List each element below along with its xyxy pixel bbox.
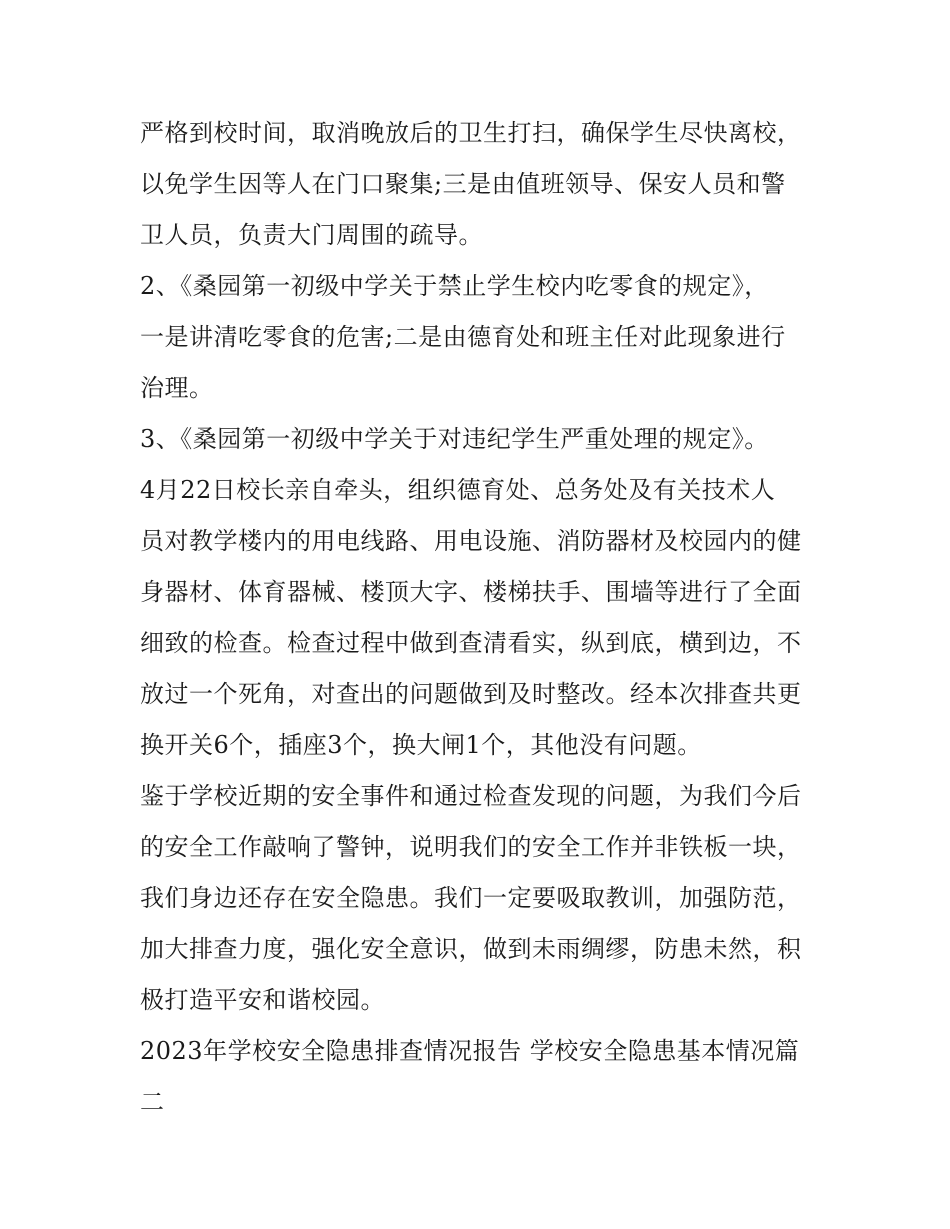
text-line-14: 鉴于学校近期的安全事件和通过检查发现的问题，为我们今后 <box>140 782 802 810</box>
text-line-13: 换开关6个，插座3个，换大闸1个，其他没有问题。 <box>140 731 702 759</box>
text-line-5: 一是讲清吃零食的危害;二是由德育处和班主任对此现象进行 <box>140 323 786 351</box>
text-line-10: 身器材、体育器械、楼顶大字、楼梯扶手、围墙等进行了全面 <box>140 578 802 606</box>
text-line-15: 的安全工作敲响了警钟，说明我们的安全工作并非铁板一块， <box>140 833 802 861</box>
text-line-1: 严格到校时间，取消晚放后的卫生打扫，确保学生尽快离校， <box>140 119 802 147</box>
text-line-11: 细致的检查。检查过程中做到查清看实，纵到底，横到边，不 <box>140 629 802 657</box>
text-line-20: 二 <box>140 1088 165 1116</box>
text-line-16: 我们身边还存在安全隐患。我们一定要吸取教训，加强防范， <box>140 884 802 912</box>
text-line-19: 2023年学校安全隐患排查情况报告 学校安全隐患基本情况篇 <box>140 1037 800 1065</box>
text-line-8: 4月22日校长亲自牵头，组织德育处、总务处及有关技术人 <box>140 476 776 504</box>
text-line-2: 以免学生因等人在门口聚集;三是由值班领导、保安人员和警 <box>140 170 786 198</box>
text-line-7: 3、《桑园第一初级中学关于对违纪学生严重处理的规定》。 <box>140 425 769 453</box>
text-line-9: 员对教学楼内的用电线路、用电设施、消防器材及校园内的健 <box>140 527 802 555</box>
text-line-18: 极打造平安和谐校园。 <box>140 986 385 1014</box>
document-page <box>140 108 820 1128</box>
text-line-4: 2、《桑园第一初级中学关于禁止学生校内吃零食的规定》， <box>140 272 769 300</box>
text-line-17: 加大排查力度，强化安全意识，做到未雨绸缪，防患未然，积 <box>140 935 802 963</box>
text-line-3: 卫人员，负责大门周围的疏导。 <box>140 221 483 249</box>
text-line-12: 放过一个死角，对查出的问题做到及时整改。经本次排查共更 <box>140 680 802 708</box>
text-line-6: 治理。 <box>140 374 214 402</box>
